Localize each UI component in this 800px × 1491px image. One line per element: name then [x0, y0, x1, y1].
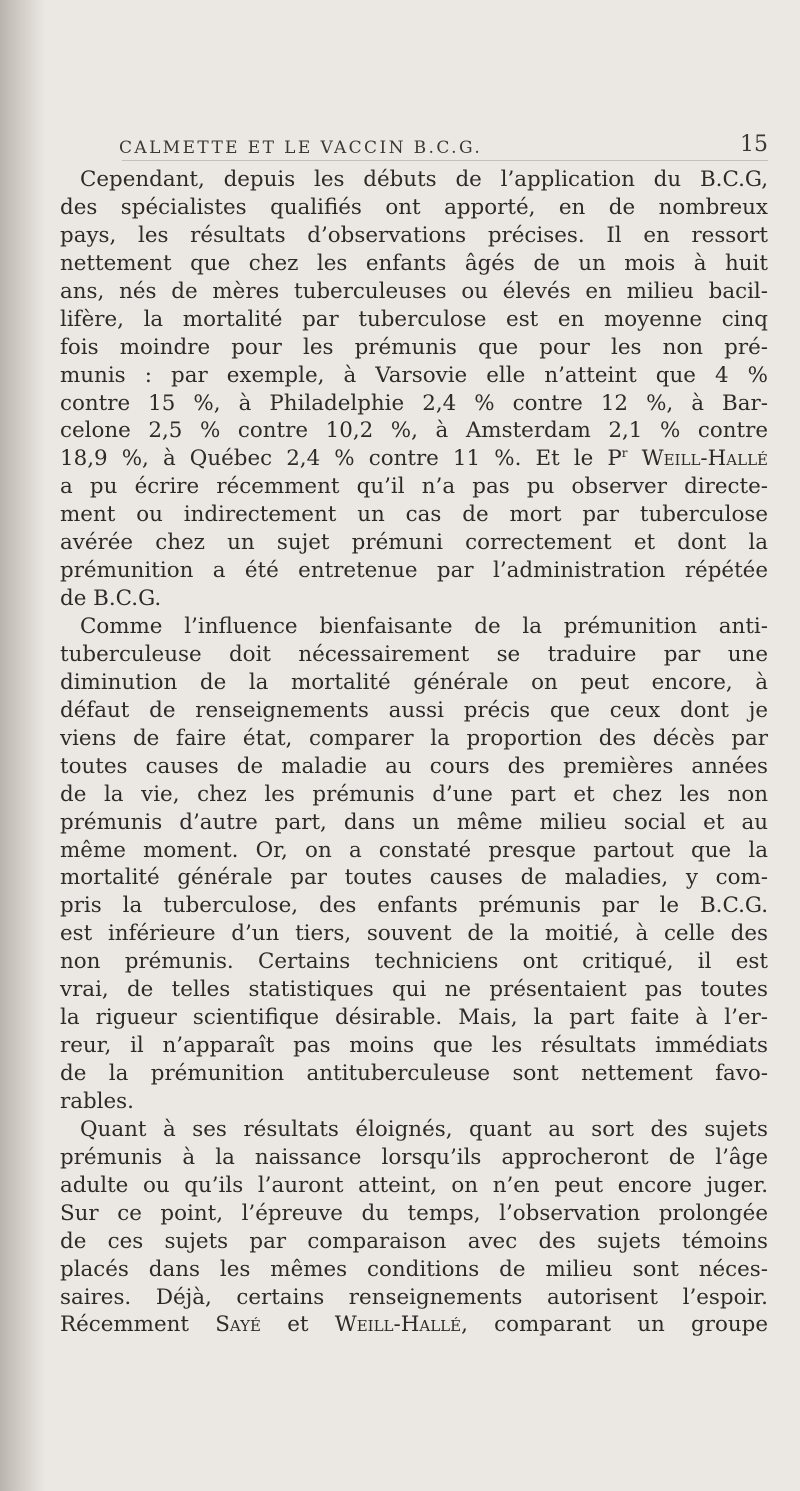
text-line: est inférieure d’un tiers, souvent de la moitié, à celle des: [60, 921, 768, 947]
text-line: prémunis d’autre part, dans un même milieu social et au: [60, 809, 768, 835]
text-line: pays, les résultats d’observations précises. Il en ressort: [60, 222, 768, 248]
text-line: des spécialistes qualifiés ont apporté, en de nombreux: [60, 194, 768, 220]
text-line: nettement que chez les enfants âgés de un mois à huit: [60, 250, 768, 276]
text-line: défaut de renseignements aussi précis que ceux dont je: [60, 697, 768, 723]
text-line: de la vie, chez les prémunis d’une part et chez les non: [60, 781, 768, 807]
text-line: fois moindre pour les prémunis que pour les non pré-: [60, 334, 768, 360]
author-name: Weill-Hallé: [334, 1312, 462, 1338]
text-line: Cependant, depuis les débuts de l’application du B.C.G,: [80, 167, 768, 192]
text-line: adulte ou qu’ils l’auront atteint, on n’en peut encore juger.: [60, 1172, 768, 1198]
text-line: vrai, de telles statistiques qui ne présentaient pas toutes: [60, 977, 768, 1003]
running-head: [60, 132, 768, 162]
text-line: diminution de la mortalité générale on peut encore, à: [60, 669, 768, 695]
book-page: [60, 0, 780, 1491]
text-line: a pu écrire récemment qu’il n’a pas pu observer directe-: [60, 474, 768, 500]
text-line: non prémunis. Certains techniciens ont critiqué, il est: [60, 949, 768, 975]
text-line: ment ou indirectement un cas de mort par tuberculose: [60, 502, 768, 528]
text-line: ans, nés de mères tuberculeuses ou élevés en milieu bacil-: [60, 278, 768, 304]
text-line: placés dans les mêmes conditions de milieu sont néces-: [60, 1256, 768, 1282]
paragraph-3: [60, 1116, 768, 1340]
text-line: tuberculeuse doit nécessairement se traduire par une: [60, 641, 768, 667]
text-line: saires. Déjà, certains renseignements autorisent l’espoir.: [60, 1284, 768, 1310]
text-line: de B.C.G.: [60, 586, 162, 612]
text-line: contre 15 %, à Philadelphie 2,4 % contre 12 %, à Bar-: [60, 390, 768, 416]
text-line: même moment. Or, on a constaté presque partout que la: [60, 837, 768, 863]
text-fragment: , comparant un groupe: [461, 1312, 768, 1338]
paragraph-1: [60, 166, 768, 613]
text-line: lifère, la mortalité par tuberculose est en moyenne cinq: [60, 306, 768, 332]
text-line: avérée chez un sujet prémuni correctement et dont la: [60, 530, 768, 556]
page-number: 15: [740, 132, 768, 157]
text-fragment: Récemment: [60, 1312, 190, 1338]
text-line: celone 2,5 % contre 10,2 %, à Amsterdam 2,1 % contre: [60, 418, 768, 444]
running-title: CALMETTE ET LE VACCIN B.C.G.: [119, 138, 483, 158]
body-text: [60, 166, 768, 1339]
text-line: prémunition a été entretenue par l’administration répétée: [60, 558, 768, 584]
text-line: reur, il n’apparaît pas moins que les résultats immédiats: [60, 1033, 768, 1059]
text-line: Sur ce point, l’épreuve du temps, l’observation prolongée: [60, 1200, 768, 1226]
text-line: [60, 1311, 768, 1339]
superscript: r: [621, 446, 628, 461]
text-fragment: et: [287, 1312, 309, 1338]
text-line: de ces sujets par comparaison avec des sujets témoins: [60, 1228, 768, 1254]
author-name: Weill-Hallé: [641, 446, 768, 472]
author-name: Sayé: [215, 1312, 261, 1338]
text-line: la rigueur scientifique désirable. Mais, la part faite à l’er-: [60, 1005, 768, 1031]
text-line: de la prémunition antituberculeuse sont nettement favo-: [60, 1061, 768, 1086]
text-line: prémunis à la naissance lorsqu’ils approcheront de l’âge: [60, 1144, 768, 1170]
text-line: toutes causes de maladie au cours des premières années: [60, 753, 768, 779]
text-line: pris la tuberculose, des enfants prémunis par le B.C.G.: [60, 893, 768, 919]
text-fragment: 18,9 %, à Québec 2,4 % contre 11 %. Et le P: [60, 446, 622, 472]
text-line: [60, 445, 768, 473]
text-line: Comme l’influence bienfaisante de la prémunition anti-: [80, 614, 768, 639]
text-line: munis : par exemple, à Varsovie elle n’atteint que 4 %: [60, 362, 768, 388]
text-line: mortalité générale par toutes causes de maladies, y com-: [60, 865, 768, 891]
text-line: Quant à ses résultats éloignés, quant au sort des sujets: [80, 1116, 768, 1142]
page-edge-shadow: [0, 0, 46, 1491]
text-line: rables.: [60, 1088, 134, 1114]
text-line: viens de faire état, comparer la proportion des décès par: [60, 725, 768, 751]
paragraph-2: [60, 613, 768, 1116]
header-rule: [122, 160, 768, 161]
